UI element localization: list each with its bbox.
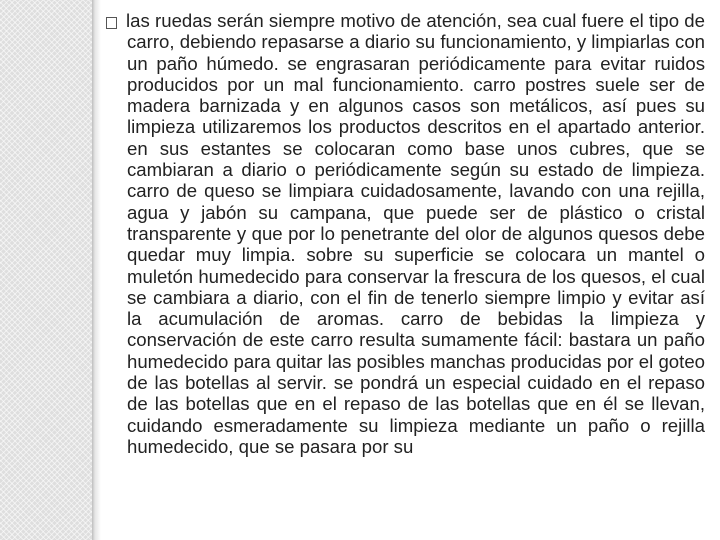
decorative-side-divider: [92, 0, 101, 540]
slide-body-paragraph: las ruedas serán siempre motivo de atención, sea cual fuere el tipo de carro, debiendo repasarse a diario su funcionamiento, y limpiarlas con un paño húmedo. se engrasaran periódicamente para evitar ruidos producidos por un mal funcionamiento. carro postres suele ser de madera barnizada y en algunos casos son metálicos, así pues su limpieza utilizaremos los productos descritos en el apartado anterior. en sus estantes se colocaran como base unos cubres, que se cambiaran a diario o periódicamente según su estado de limpieza. carro de queso se limpiara cuidadosamente, lavando con una rejilla, agua y jabón su campana, que puede ser de plástico o cristal transparente y que por lo penetrante del olor de algunos quesos debe quedar muy limpia. sobre su superficie se colocara un mantel o muletón humedecido para conservar la frescura de los quesos, el cual se cambiara a diario, con el fin de tenerlo siempre limpio y evitar así la acumulación de aromas. carro de bebidas la limpieza y conservación de este carro resulta sumamente fácil: bastara un paño humedecido para quitar las posibles manchas producidas por el goteo de las botellas al servir. se pondrá un especial cuidado en el repaso de las botellas que en el repaso de las botellas que en él se llevan, cuidando esmeradamente su limpieza mediante un paño o rejilla humedecido, que se pasara por su: [126, 10, 705, 457]
decorative-side-pattern: [0, 0, 92, 540]
missing-glyph-box-icon: [106, 17, 117, 29]
